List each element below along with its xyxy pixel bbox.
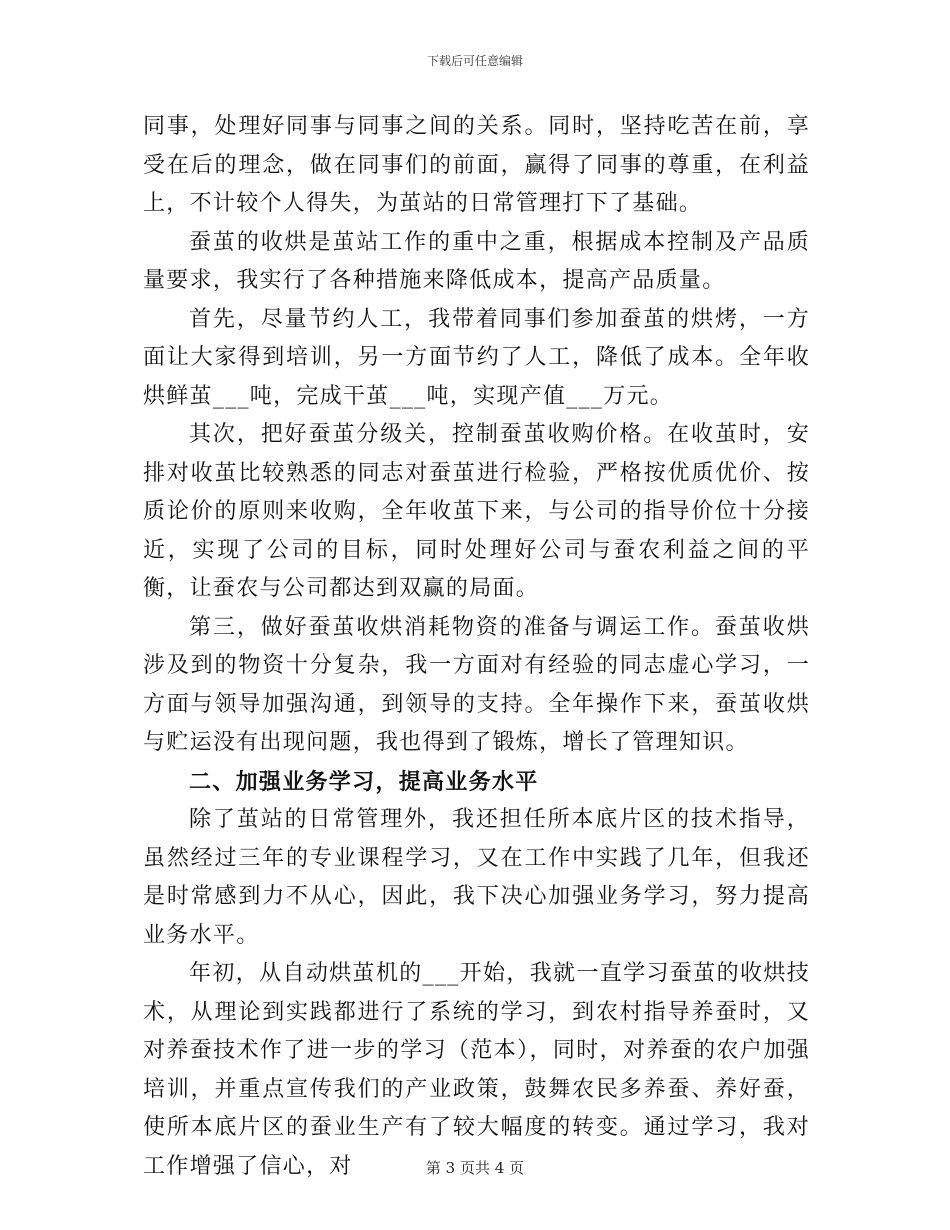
page-number: 第 3 页共 4 页 [425, 1159, 525, 1177]
paragraph-continuation: 同事，处理好同事与同事之间的关系。同时，坚持吃苦在前，享受在后的理念，做在同事们的前面，赢得了同事的尊重，在利益上，不计较个人得失，为茧站的日常管理打下了基础。 [143, 114, 810, 216]
document-body [143, 108, 810, 1186]
paragraph-cocoon-baking: 蚕茧的收烘是茧站工作的重中之重，根据成本控制及产品质量要求，我实行了各种措施来降低成本，提高产品质量。 [143, 229, 810, 293]
page-header: 下载后可任意编辑 [426, 54, 523, 68]
paragraph-study-details: 年初，从自动烘茧机的___开始，我就一直学习蚕茧的收烘技术，从理论到实践都进行了系统的学习，到农村指导养蚕时，又对养蚕技术作了进一步的学习（范本），同时，对养蚕的农户加强培训，并重点宣传我们的产业政策，鼓舞农民多养蚕、养好蚕，使所本底片区的蚕业生产有了较大幅度的转变。通过学习，我对工作增强了信心，对 [143, 961, 810, 1179]
paragraph-study-intro: 除了茧站的日常管理外，我还担任所本底片区的技术指导，虽然经过三年的专业课程学习，又在工作中实践了几年，但我还是时常感到力不从心，因此，我下决心加强业务学习，努力提高业务水平。 [143, 807, 810, 948]
paragraph-second-measure: 其次，把好蚕茧分级关，控制蚕茧收购价格。在收茧时，安排对收茧比较熟悉的同志对蚕茧进行检验，严格按优质优价、按质论价的原则来收购，全年收茧下来，与公司的指导价位十分接近，实现了公司的目标，同时处理好公司与蚕农利益之间的平衡，让蚕农与公司都达到双赢的局面。 [143, 422, 810, 601]
paragraph-first-measure: 首先，尽量节约人工，我带着同事们参加蚕茧的烘烤，一方面让大家得到培训，另一方面节约了人工，降低了成本。全年收烘鲜茧___吨，完成干茧___吨，实现产值___万元。 [143, 306, 810, 409]
paragraph-third-measure: 第三，做好蚕茧收烘消耗物资的准备与调运工作。蚕茧收烘涉及到的物资十分复杂，我一方面对有经验的同志虚心学习，一方面与领导加强沟通，到领导的支持。全年操作下来，蚕茧收烘与贮运没有出现问题，我也得到了锻炼，增长了管理知识。 [143, 614, 810, 755]
section-heading-study: 二、加强业务学习，提高业务水平 [189, 768, 539, 795]
